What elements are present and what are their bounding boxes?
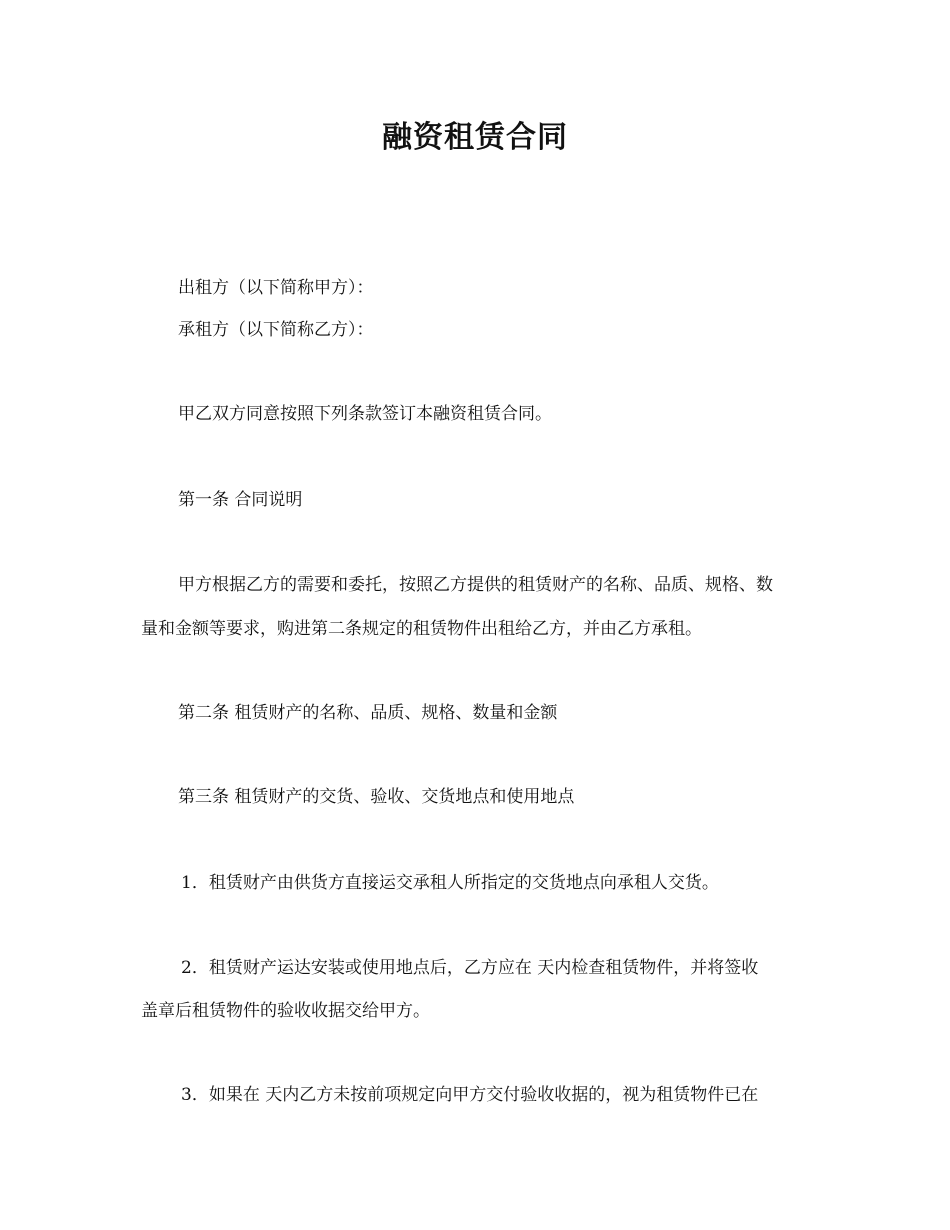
article-1-body-line-1: 甲方根据乙方的需要和委托，按照乙方提供的租赁财产的名称、品质、规格、数 — [178, 575, 773, 595]
article-1-body-line-2: 量和金额等要求，购进第二条规定的租赁物件出租给乙方，并由乙方承租。 — [141, 619, 702, 639]
lessee-line: 承租方（以下简称乙方）： — [178, 320, 374, 340]
article-3-item-2-line-2: 盖章后租赁物件的验收收据交给甲方。 — [141, 1001, 430, 1021]
article-3-item-2-line-1: 2．租赁财产运达安装或使用地点后，乙方应在 天内检查租赁物件，并将签收 — [181, 958, 759, 978]
document-title: 融资租赁合同 — [382, 120, 568, 155]
article-2-heading: 第二条 租赁财产的名称、品质、规格、数量和金额 — [178, 703, 558, 723]
lessor-line: 出租方（以下简称甲方）： — [178, 278, 374, 298]
article-3-item-3-line-1: 3．如果在 天内乙方未按前项规定向甲方交付验收收据的，视为租赁物件已在 — [181, 1085, 759, 1105]
article-1-heading: 第一条 合同说明 — [178, 490, 303, 510]
article-3-heading: 第三条 租赁财产的交货、验收、交货地点和使用地点 — [178, 787, 575, 807]
agreement-statement: 甲乙双方同意按照下列条款签订本融资租赁合同。 — [178, 404, 552, 424]
article-3-item-1: 1．租赁财产由供货方直接运交承租人所指定的交货地点向承租人交货。 — [181, 873, 719, 893]
